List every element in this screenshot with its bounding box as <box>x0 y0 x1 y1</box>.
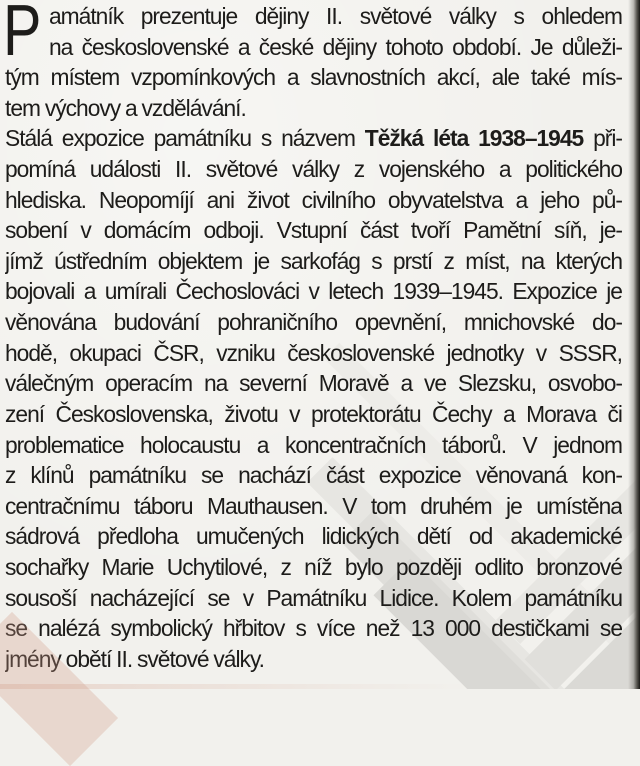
text-segment: z klínů památníku se nachází část expozice věnovaná kon- <box>5 462 622 489</box>
text-line <box>5 430 622 461</box>
text-segment: věnována budování pohraničního opevnění, mnichovské do- <box>5 309 622 336</box>
text-line <box>5 399 622 430</box>
text-line <box>5 276 622 307</box>
text-line <box>5 368 622 399</box>
text-line <box>49 32 622 63</box>
text-segment: problematice holocaustu a koncentračních táborů. V jednom <box>5 431 622 458</box>
text-line <box>5 583 622 614</box>
text-segment: bojovali a umírali Čechoslováci v letech 1939–1945. Expozice je <box>5 278 622 305</box>
text-line <box>5 644 622 675</box>
text-segment: jmény obětí II. světové války. <box>5 645 264 672</box>
text-segment: sousoší nacházející se v Památníku Lidice. Kolem památníku <box>5 584 622 611</box>
text-segment: válečným operacím na severní Moravě a ve Slezsku, osvobo- <box>5 370 622 397</box>
exhibition-title-bold: Těžká léta 1938–1945 <box>364 125 584 152</box>
text-line <box>5 185 622 216</box>
text-segment: zení Československa, životu v protektorátu Čechy a Morava či <box>5 400 622 427</box>
text-segment: hlediska. Neopomíjí ani život civilního obyvatelstva a jeho pů- <box>5 186 622 213</box>
text-line <box>5 491 622 522</box>
text-segment: při- <box>583 125 622 152</box>
text-segment: amátník prezentuje dějiny II. světové války s ohledem <box>49 3 622 29</box>
text-segment: se nalézá symbolický hřbitov s více než 13 000 destičkami se <box>5 615 622 642</box>
text-segment: na československé a české dějiny tohoto období. Je důleži- <box>49 33 622 60</box>
text-segment: sobení v domácím odboji. Vstupní část tvoří Pamětní síň, je- <box>5 217 622 244</box>
text-line <box>5 246 622 277</box>
text-segment: tým místem vzpomínkových a slavnostních akcí, ale také mís- <box>5 64 622 91</box>
text-segment: sádrová předloha umučených lidických dětí od akademické <box>5 523 622 550</box>
text-line <box>5 460 622 491</box>
body-text <box>5 1 622 674</box>
scan-bottom-edge-tint <box>0 684 470 689</box>
text-line <box>5 215 622 246</box>
text-segment: hodě, okupaci ČSR, vzniku československé jednotky v SSSR, <box>5 339 622 366</box>
text-line <box>5 307 622 338</box>
text-line <box>5 93 622 124</box>
drop-cap: P <box>3 0 42 71</box>
text-segment: sochařky Marie Uchytilové, z níž bylo později odlito bronzové <box>5 553 622 580</box>
text-segment: pomíná události II. světové války z vojenského a politického <box>5 156 622 183</box>
text-segment: tem výchovy a vzdělávání. <box>5 94 246 121</box>
scan-right-edge-shadow <box>628 0 640 689</box>
text-segment: jímž ústředním objektem je sarkofág s prstí z míst, na kterých <box>5 247 622 274</box>
text-line <box>5 123 622 154</box>
text-line <box>49 1 622 32</box>
text-line <box>5 521 622 552</box>
text-segment: centračnímu táboru Mauthausen. V tom druhém je umístěna <box>5 492 622 519</box>
text-line <box>5 154 622 185</box>
text-line <box>5 338 622 369</box>
text-line <box>5 613 622 644</box>
text-line <box>5 552 622 583</box>
text-segment: Stálá expozice památníku s názvem <box>5 125 365 152</box>
text-line <box>5 62 622 93</box>
